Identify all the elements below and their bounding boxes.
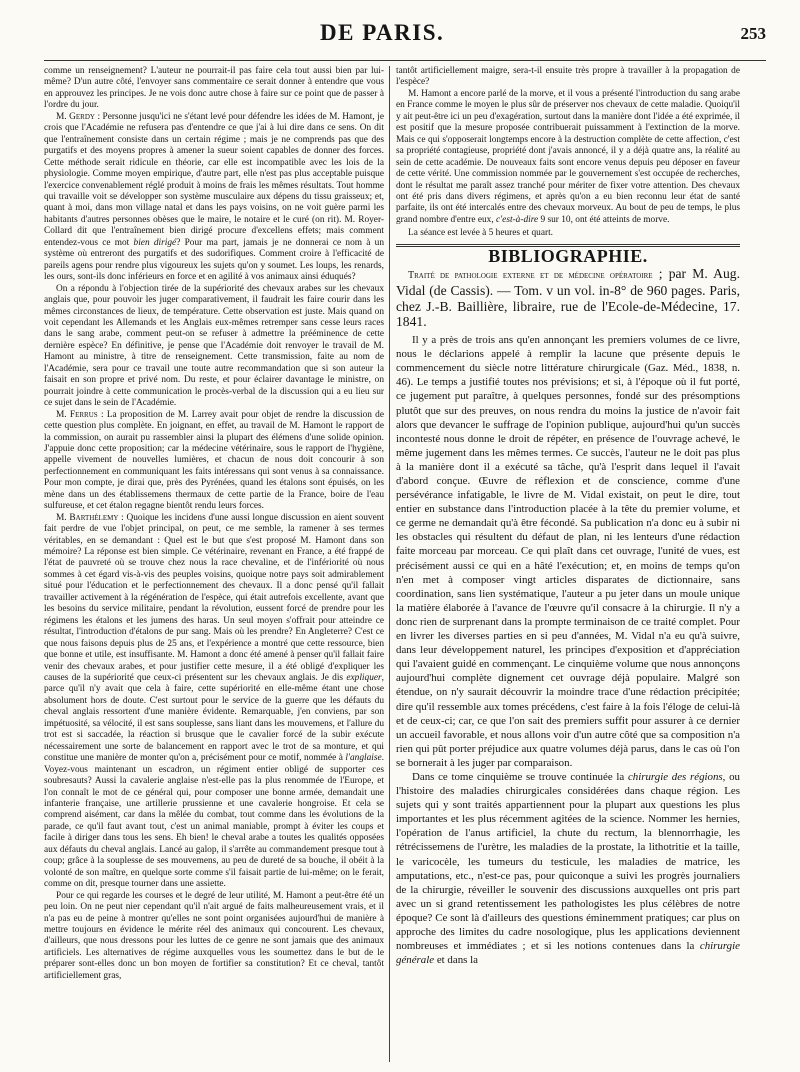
italic-text: expliquer bbox=[346, 673, 382, 684]
book-title: Traité de pathologie externe et de médecine opératoire bbox=[408, 270, 653, 282]
paragraph-text: et dans la bbox=[434, 954, 478, 967]
paragraph bbox=[44, 513, 384, 891]
running-head-title: DE PARIS. bbox=[320, 20, 445, 45]
page-number: 253 bbox=[740, 24, 766, 43]
paragraph: Il y a près de trois ans qu'en annonçant les premiers volumes de ce livre, nous le déclarions appelé à remplir la lacune que présente depuis le commencement du siècle notre littérature chirurgicale (Gaz. Méd., 1838, n. 46). Le temps a justifié toutes nos prévisions; et si, à l'époque où il fut porté, ce jugement put paraître, à quelques personnes, fondé sur des présomptions plutôt que sur des preuves, on nous rendra du moins la justice de n'avoir fait alors que devancer le suffrage de l'opinion publique, aujourd'hui qu'un succès incontesté nous donne le droit de répéter, en présence de l'ouvrage achevé, le même jugement dans les mêmes termes. Ce succès, l'auteur ne le doit pas plus à la manière dont il a exécuté sa tâche, qu'à l'esprit dans lequel il l'avait d'abord conçue. Œuvre de réflexion et de conscience, comme d'une persévérance infatigable, le livre de M. Vidal existait, on peut le dire, tout entier en substance dans l'introduction placée à la tête du premier volume, et ce germe ne demandait qu'à être fécondé. Sa publication n'a donc eu à subir ni les obstacles qui résultent du défaut de plan, ni les lenteurs d'une rédaction faite morceau par morceau. Ce qui plaît dans cet ouvrage, l'unité de vues, est précisément aussi ce qui en a hâté l'exécution; et, en moins de temps qu'on n'en met à composer vingt articles disparates de dictionnaire, sans coordination, sans lien systématique, l'auteur a pu jeter dans un moule unique la matière élaborée à l'avance de l'œuvre qu'il consacre à la chirurgie. Il n'y a donc rien de surprenant dans la prompte terminaison de ce traité complet. Pour en livrer les diverses parties en si peu d'années, M. Vidal n'a eu qu'à suivre, dans leur développement naturel, les principes d'exposition et d'appréciation qui l'avaient guidé en commençant. Le cinquième volume que nous annonçons aujourd'hui complète dignement cet ouvrage déjà populaire. Malgré son étendue, on n'y saurait découvrir la moindre trace d'une rédaction précipitée; dire qu'il ressemble aux tomes précédens, c'est faire à la fois l'éloge de celui-là et de ceux-ci; car, ce que l'on sait des premiers suffit pour assurer à ce dernier un accueil favorable, et nous allons voir d'un autre côté que sa composition n'a rien qui pût porter préjudice aux quatre volumes déjà parus, dans le cas où l'on se bornerait à les juger par comparaison. bbox=[396, 334, 740, 769]
left-column bbox=[44, 66, 384, 1062]
right-column bbox=[396, 66, 740, 1062]
paragraph-text: : Quoique les incidens d'une aussi longue discussion en aient souvent fait perdre de vue l'objet principal, on peut, ce me semble, la ramener à ses termes véritables, en se demandant : Quel est le but que s'est proposé M. Hamont dans son mémoire? La réponse est bien simple. Ce vétérinaire, revenant en France, a été frappé de l'état de pauvreté où se trouve chez nous la race chevaline, et de l'infériorité où nous sommes à cet égard vis-à-vis des peuples voisins, quoique notre pays soit admirablement situé pour l'éducation et le perfectionnement des chevaux. Il a donc pensé qu'il fallait travailler activement à la régénération de l'espèce, qui était autrefois excellente, avant que les besoins du service militaire, pendant la révolution, eussent forcé de prendre pour les régimens les étalons et les jumens des haras. Un seul moyen s'offrait pour atteindre ce résultat, l'introduction d'étalons de pur sang. Mais où les prendre? En Angleterre? C'est ce que nous faisons depuis plus de 25 ans, et l'expérience a montré que cette ressource, bien que bonne et utile, est insuffisante. M. Hamont a donc été amené à penser qu'il fallait faire venir des chevaux arabes, et pour justifier cette mesure, il a été obligé d'expliquer les causes de la supériorité que ceux-ci présentent sur les chevaux anglais. Je dis bbox=[44, 512, 384, 684]
italic-text: chirurgie générale bbox=[396, 940, 740, 967]
speaker-name: M. Ferrus bbox=[56, 409, 98, 420]
paragraph-text: . Voyez-vous maintenant un escadron, un régiment entier obligé de supporter ces soubresauts? Aussi la cavalerie anglaise n'est-elle pas la plus renommée de l'Europe, et l'on connaît le mot de ce général qui, pour composer une bonne armée, demandait une infanterie française, une artillerie prussienne et une cavalerie hongroise. Et cela se comprend aisément, car dans la mêlée du combat, tout comme dans les évolutions de la parade, ce qu'il faut avant tout, c'est un animal maniable, prompt à éviter les coups et facile à diriger dans tous les sens. Eh bien! le cheval arabe a toutes les qualités opposées aux défauts du cheval anglais. Lancé au galop, il s'arrête au commandement presque tout à coup; grâce à la souplesse de ses mouvemens, au peu de dureté de sa bouche, il obéit à la volonté de son maître, en quelque sorte comme s'il faisait partie de lui-même; on le ferait, comme on dit, presque tourner dans une assiette. bbox=[44, 753, 384, 890]
italic-text: l'anglaise bbox=[345, 753, 382, 764]
paragraph-text: M. Hamont a encore parlé de la morve, et il vous a présenté l'introduction du sang arabe en France comme le moyen le plus sûr de préserver nos chevaux de cette maladie. Quoiqu'il y ait peut-être ici un peu d'exagération, surtout dans la manière dont l'idée a été exprimée, il est positif que la mesure proposée contribuerait puissamment à l'extinction de la morve. Mais ce qui s'opposerait longtemps encore à la destruction complète de cette affection, c'est sa propriété contagieuse, propriété dont j'avais annoncé, il y a déjà quatre ans, la réalité au sein de cette académie. De nouveaux faits sont encore venus depuis peu déposer en faveur de cette vérité. Une commission nommée par le gouvernement s'est occupée de recherches, dont le résultat me paraît assez tranché pour mériter de fixer votre attention. Des chevaux ont été pris dans divers régimens, et après qu'on a eu bien reconnu leur état de santé parfaite, ils ont été intercalés entre des chevaux morveux. Au bout de peu de temps, le plus grand nombre d'entre eux, bbox=[396, 88, 740, 225]
bibliographic-entry bbox=[396, 266, 740, 329]
paragraph bbox=[44, 112, 384, 284]
paragraph bbox=[396, 770, 740, 967]
session-closing: La séance est levée à 5 heures et quart. bbox=[408, 228, 554, 239]
paragraph-text: , ou l'histoire des maladies chirurgicales considérées dans chaque région. Les sujets qui y sont traités appartiennent pour la plupart aux questions les plus importantes et les plus récemment agitées de la science. Nommer les hernies, l'opération de l'anus artificiel, la chute du rectum, la blennorrhagie, les rétrécissemens de l'urètre, les maladies de la prostate, la lithotritie et la taille, le varicocèle, les tumeurs du testicule, les maladies de matrice, les amputations, etc., n'est-ce pas, pour quiconque a suivi les progrès journaliers de la chirurgie, réveiller le souvenir des discussions auxquelles ont pris part avec un si grand retentissement les pathologistes les plus célèbres de notre époque? Ce sont là d'ailleurs des questions éminemment pratiques; car plus on approche des limites du cadre nosologique, plus les applications deviennent nombreuses et immédiates ; et si les notions contenues dans la bbox=[396, 770, 740, 953]
column-divider bbox=[389, 66, 390, 1062]
paragraph-text: Dans ce tome cinquième se trouve continuée la bbox=[412, 770, 628, 783]
review-body bbox=[396, 333, 740, 967]
paragraph: Pour ce qui regarde les courses et le degré de leur utilité, M. Hamont a peut-être été un peu loin. On ne peut nier cependant qu'il n'ait argué de faits malheureusement vrais, et il n'a pas eu de peine à montrer qu'elles ne sont point organisées aujourd'hui de manière à mettre toujours en évidence le mérite réel des animaux qui concourent. Les chevaux, d'ailleurs, que nous dressons pour les luttes de ce genre ne sont jamais que des animaux artificiels. Les alternatives de régime auxquelles vous les soumettez dans le but de le préparer sont-elles donc un bon moyen de fortifier sa constitution? Et ce cheval, tantôt artificiellement gras, bbox=[44, 890, 384, 981]
paragraph-text: , parce qu'il n'y avait que cela à faire, cette supériorité en elle-même étant une chose absolument hors de doute. C'est surtout pour le service de la guerre que les défauts du cheval anglais ressortent d'une manière évidente. Remarquable, j'en conviens, par son impétuosité, sa vélocité, il est sans souplesse, sans liant dans les mouvemens, et l'allure du trot est si saccadée, la réaction si brusque que le cavalier forcé de la subir exécute nécessairement une sorte de balancement en rapport avec le trot de sa monture, et qui constitue une manière de monter qu'on a, précisément pour ce motif, nommée à bbox=[44, 673, 384, 764]
paragraph: tantôt artificiellement maigre, sera-t-il ensuite très propre à travailler à la propagation de l'espèce? bbox=[396, 66, 740, 88]
italic-text: c'est-à-dire bbox=[496, 214, 539, 225]
paragraph bbox=[396, 89, 740, 226]
section-heading: BIBLIOGRAPHIE. bbox=[488, 245, 648, 266]
paragraph bbox=[44, 410, 384, 513]
paragraph: On a répondu à l'objection tirée de la supériorité des chevaux arabes sur les chevaux anglais que, pour pouvoir les juger comparativement, il faudrait les faire courir dans les mêmes circonstances de lieux, de température. Cette observation est juste. Mais quand on voit cependant les Allemands et les Anglais eux-mêmes retremper sans cesse leurs races dans le sang arabe, comment peut-on se refuser à admettre la prééminence de cette dernière espèce? En définitive, je pense que l'Académie doit renvoyer le travail de M. Hamont au ministre, à titre de renseignement. Cette transmission, faite au nom de l'Académie, sera pour ce travail une toute autre recommandation que si son auteur la faisait en son propre et privé nom. Du reste, et pour éclairer davantage le ministre, on pourrait joindre à cette communication le procès-verbal de la discussion qui a eu lieu sur ce sujet dans le sein de l'Académie. bbox=[44, 283, 384, 409]
speaker-name: M. Barthélemy bbox=[56, 512, 119, 523]
paragraph-text: ? Pour ma part, jamais je ne donnerai ce nom à un système où entreront des purgatifs et des sudorifiques. Comment croire à l'efficacité de pareils agens pour rendre plus vigoureux les sujets qu'on y soumet. Les loups, les renards, les ours, sont-ils donc inférieurs en force et en agilité à vos animaux ainsi éduqués? bbox=[44, 237, 384, 283]
header-rule bbox=[44, 60, 766, 61]
book-details: ; par M. Aug. Vidal (de Cassis). — Tom. v un vol. in-8° de 960 pages. Paris, chez J.-B. Baillière, libraire, rue de l'Ecole-de-Médecine, 17. 1841. bbox=[396, 266, 740, 329]
paragraph-text: : La proposition de M. Larrey avait pour objet de rendre la discussion de cette question plus complète. En joignant, en effet, au travail de M. Hamont le rapport de la commission, on aurait pu rassembler ainsi la plupart des élémens d'une solide opinion. J'appuie donc cette proposition; car la médecine vétérinaire, sous le rapport de l'hygiène, appelle vivement de nouvelles lumières, et chacun de nous doit concourir à son perfectionnement en communiquant les faits intéressans qui sont venus à sa connaissance. Pour mon compte, je dirai que, près des Pyrénées, quand les étalons sont épuisés, on les mène dans un des établissemens thermaux de cette partie de la France, boire de l'eau sulfureuse, et cet étalon regagne bientôt rendu leurs forces. bbox=[44, 409, 384, 512]
speaker-name: M. Gerdy bbox=[56, 111, 95, 122]
paragraph-text: : Personne jusqu'ici ne s'étant levé pour défendre les idées de M. Hamont, je crois que l'Académie ne refusera pas d'entendre ce que j'ai à lui dire dans ce sens. On dit que l'entraînement consiste dans un certain régime ; mais je ne comprends pas que des purgatifs et des moyens propres à amener la sueur soient capables de donner des forces. Cette méthode serait ridicule en théorie, car elle est incompatible avec les lois de la physiologie. Comme moyen empirique, d'autre part, elle n'est pas plus acceptable puisque l'exercice convenablement réglé produit à moins de frais les mêmes résultats. Tout homme qui travaille voit se développer son système musculaire aux dépens du tissu graisseux; et, quant à moi, dans mon village natal et dans les pays voisins, on ne voit guère parmi les habitants d'autres personnes obèses que le maire, le notaire et le curé (on rit). M. Royer-Collard dit que l'entraînement bien dirigé procure d'excellens effets; mais comment entendez-vous ce mot bbox=[44, 111, 384, 248]
italic-text: bien dirigé bbox=[133, 237, 177, 248]
paragraph: comme un renseignement? L'auteur ne pourrait-il pas faire cela tout aussi bien par lui-même? D'un autre côté, l'envoyer sans commentaire ce serait donner à entendre que vous en approuvez les principes. Je ne vois donc autre chose à faire sur ce point que de passer à l'ordre du jour. bbox=[44, 66, 384, 111]
paragraph-text: 9 sur 10, ont été atteints de morve. bbox=[538, 214, 670, 225]
italic-text: chirurgie des régions bbox=[627, 770, 723, 783]
